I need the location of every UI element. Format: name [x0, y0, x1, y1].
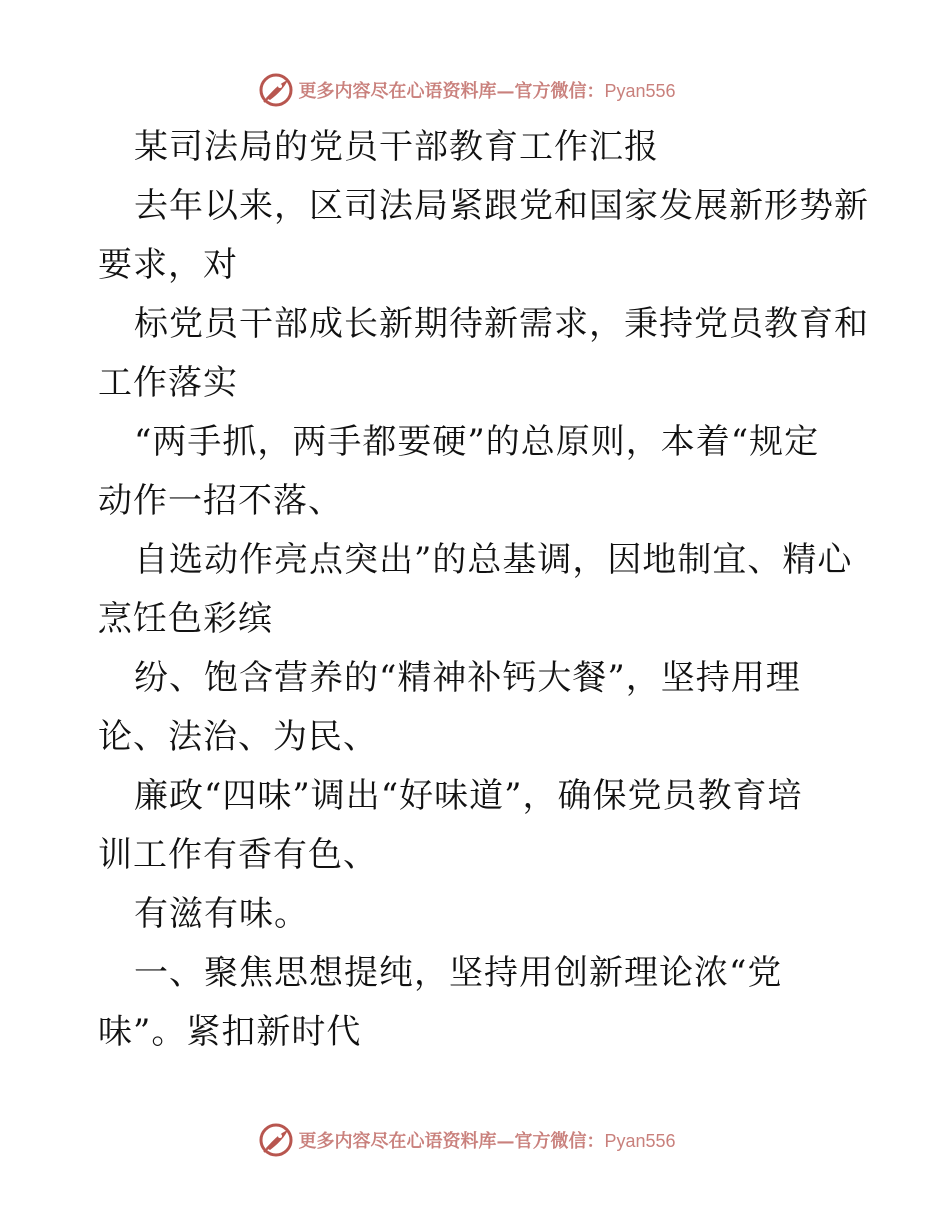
watermark-wechat-id: Pyan556 [604, 81, 676, 101]
watermark-slogan: 更多内容尽在心语资料库—官方微信： [298, 1131, 605, 1152]
pen-nib-logo-icon [258, 72, 294, 108]
text-line: 有滋有味。 [134, 894, 309, 934]
text-line: 论、法治、为民、 [98, 717, 378, 757]
text-line: 味”。紧扣新时代 [98, 1012, 362, 1052]
watermark-slogan: 更多内容尽在心语资料库—官方微信： [298, 81, 605, 102]
section-heading: 一、聚焦思想提纯，坚持用创新理论浓“党 [134, 953, 783, 993]
text-line: 烹饪色彩缤 [98, 599, 273, 639]
watermark-group [258, 72, 675, 108]
text-line: 纷、饱含营养的“精神补钙大餐”，坚持用理 [134, 658, 801, 698]
footer-watermark [0, 1120, 950, 1160]
text-line: “两手抓，两手都要硬”的总原则，本着“规定 [134, 422, 820, 462]
text-line: 去年以来，区司法局紧跟党和国家发展新形势新 [134, 186, 869, 226]
text-line: 廉政“四味”调出“好味道”，确保党员教育培 [134, 776, 803, 816]
header-watermark [0, 70, 950, 110]
text-line: 自选动作亮点突出”的总基调，因地制宜、精心 [134, 540, 853, 580]
text-line: 工作落实 [98, 363, 238, 403]
watermark-text [298, 77, 675, 103]
text-line: 要求，对 [98, 245, 238, 285]
text-line: 动作一招不落、 [98, 481, 343, 521]
watermark-group [258, 1122, 675, 1158]
document-body [98, 118, 869, 1062]
watermark-text [298, 1127, 675, 1153]
document-title: 某司法局的党员干部教育工作汇报 [134, 127, 659, 167]
text-line: 训工作有香有色、 [98, 835, 378, 875]
text-line: 标党员干部成长新期待新需求，秉持党员教育和 [134, 304, 869, 344]
watermark-wechat-id: Pyan556 [604, 1131, 676, 1151]
pen-nib-logo-icon [258, 1122, 294, 1158]
